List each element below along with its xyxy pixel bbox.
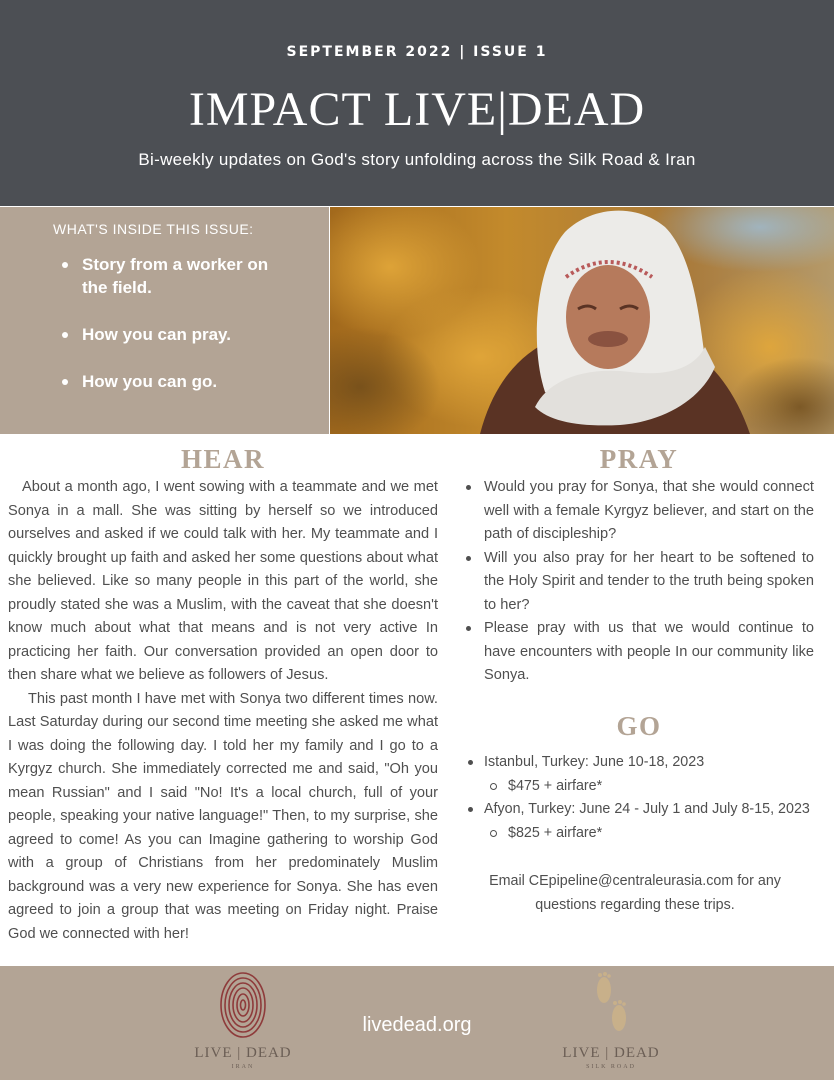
pray-title: PRAY xyxy=(599,444,679,474)
go-list xyxy=(468,751,828,845)
hero-photo xyxy=(330,207,834,434)
logo-wordmark: LIVE | DEAD xyxy=(562,1045,660,1061)
go-title: GO xyxy=(616,711,662,741)
trip-price: $825 + airfare* xyxy=(484,822,828,846)
trip-item: Afyon, Turkey: June 24 - July 1 and July 8-15, 2023 xyxy=(468,798,828,822)
pray-item: Would you pray for Sonya, that she would connect well with a female Kyrgyz believer, and start on the path of discipleship? xyxy=(464,476,814,547)
inside-list xyxy=(54,253,294,417)
woman-photo-illustration xyxy=(330,207,834,434)
inside-item: Story from a worker on the field. xyxy=(54,253,294,299)
issue-line: SEPTEMBER 2022 | ISSUE 1 xyxy=(286,44,548,60)
trip-item: Istanbul, Turkey: June 10-18, 2023 xyxy=(468,751,828,775)
masthead-title: IMPACT LIVE|DEAD xyxy=(188,83,646,136)
inside-panel xyxy=(0,207,329,434)
masthead-subtitle: Bi-weekly updates on God's story unfolding across the Silk Road & Iran xyxy=(138,150,696,169)
story-paragraph: About a month ago, I went sowing with a teammate and we met Sonya in a mall. She was sitting by herself so we introduced ourselves and asked if we could talk with her. My teammate and I quickly brought up faith and asked her some questions about what she believed. Like so many people in this part of the world, she proudly stated she was a Muslim, with the caveat that she doesn't know much about what that means and is not very active In practicing her faith. Our conversation provided an open door to then share what we believe as followers of Jesus. xyxy=(8,479,438,683)
logo-wordmark: LIVE | DEAD xyxy=(194,1045,292,1061)
inside-item: How you can pray. xyxy=(54,323,294,346)
header-banner xyxy=(0,0,834,206)
footprints-icon xyxy=(586,970,636,1040)
pray-list xyxy=(464,476,814,688)
go-email-note: Email CEpipeline@centraleurasia.com for any questions regarding these trips. xyxy=(489,873,781,913)
trip-price: $475 + airfare* xyxy=(484,775,828,799)
logo-subtitle: IRAN xyxy=(231,1064,255,1070)
inside-item: How you can go. xyxy=(54,370,294,393)
pray-item: Please pray with us that we would continue to have encounters with people In our community like Sonya. xyxy=(464,617,814,688)
logo-subtitle: SILK ROAD xyxy=(586,1064,636,1070)
hear-title: HEAR xyxy=(180,444,265,474)
footer-url[interactable]: livedead.org xyxy=(362,1014,472,1036)
hear-story xyxy=(8,476,438,946)
footer xyxy=(0,966,834,1080)
logo-livedead-silk-road xyxy=(556,970,666,1070)
inside-heading: WHAT'S INSIDE THIS ISSUE: xyxy=(53,221,254,237)
story-paragraph: This past month I have met with Sonya two different times now. Last Saturday during our second time meeting she asked me what I was doing the following day. I told her my family and I go to a Kyrgyz church. She immediately corrected me and said, "Oh you mean Russian" and I said "No! It's a local church, full of your people, speaking your native language!" Then, to my surprise, she agreed to come! As you can Imagine gathering to worship God with a group of Christians from her predominately Muslim background was a very new experience for Sonya. She has even agreed to join a group that was meeting on Friday night. Praise God we connected with her! xyxy=(8,690,438,942)
pray-item: Will you also pray for her heart to be softened to the Holy Spirit and tender to the truth being spoken to her? xyxy=(464,547,814,618)
